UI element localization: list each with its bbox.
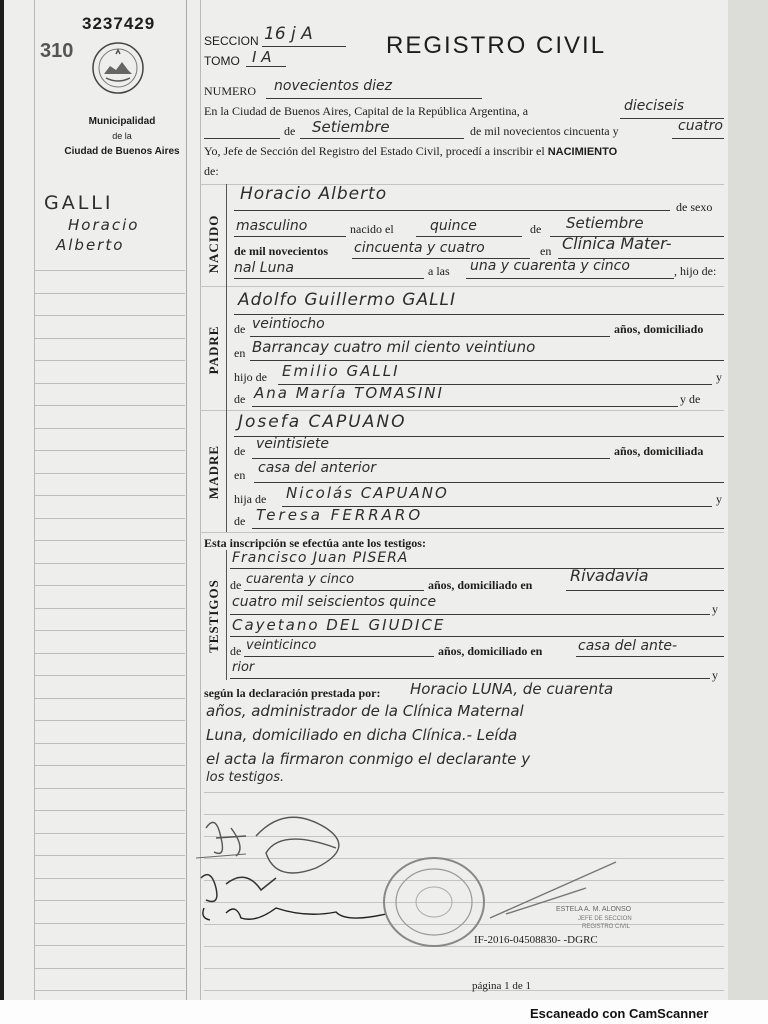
intro-year-text: de mil novecientos cincuenta y [470, 124, 619, 138]
sexo-label: de sexo [676, 200, 713, 214]
nacido-el-label: nacido el [350, 222, 394, 236]
mother-address: casa del anterior [258, 460, 376, 476]
ruled-line [35, 630, 185, 631]
intro-month: Setiembre [312, 118, 390, 136]
intro-line-1: En la Ciudad de Buenos Aires, Capital de la República Argentina, a [204, 104, 529, 118]
father-yde: y de [680, 392, 701, 406]
ruled-line [35, 900, 185, 901]
ruled-line [35, 968, 185, 969]
intro-line-3: Yo, Jefe de Sección del Registro del Estado Civil, procedí a inscribir el NACIMIENTO [204, 144, 618, 158]
father-father: Emilio GALLI [282, 362, 400, 380]
father-y: y [716, 370, 722, 384]
birth-place-1: Clínica Mater- [562, 234, 672, 253]
ruled-line [35, 743, 185, 744]
ruled-line [35, 540, 185, 541]
father-de-label: de [234, 322, 246, 336]
nacido-de-label: de [530, 222, 542, 236]
ruled-line [35, 293, 185, 294]
witness-2-name: Cayetano DEL GIUDICE [232, 616, 446, 634]
witness-1-name: Francisco Juan PISERA [232, 550, 409, 566]
ruled-line [35, 720, 185, 721]
ruled-line [35, 923, 185, 924]
mother-age-label: años, domiciliada [614, 444, 704, 458]
scanner-watermark: Escaneado con CamScanner [530, 1006, 709, 1021]
declaracion-line-4: el acta la firmaron conmigo el declarante y [206, 750, 531, 768]
seccion-value: 16 j A [264, 24, 313, 44]
municipality-line-2: de la [112, 131, 132, 141]
witness-2-age: veinticinco [246, 638, 317, 653]
witness-1-address-1: Rivadavia [570, 566, 649, 585]
birth-place-2: nal Luna [234, 260, 294, 276]
declaracion-line-2: años, administrador de la Clínica Maternal [206, 702, 524, 720]
declaracion-label: según la declaración prestada por: [204, 686, 381, 700]
intro-day: dieciseis [624, 98, 685, 114]
seccion-label: SECCION [204, 34, 259, 48]
stamp-org: REGISTRO CIVIL [582, 924, 631, 930]
ruled-line [35, 878, 185, 879]
mother-age: veintisiete [256, 436, 329, 452]
witness-1-age-label: años, domiciliado en [428, 578, 533, 592]
ruled-line [35, 473, 185, 474]
witness-2-de: de [230, 644, 242, 658]
mil-novecientos-label: de mil novecientos [234, 244, 328, 258]
witness-2-y: y [712, 668, 718, 682]
intro-line-4: de: [204, 164, 219, 178]
sexo-value: masculino [236, 218, 308, 234]
father-mother: Ana María TOMASINI [254, 384, 444, 402]
section-madre: MADRE [206, 444, 221, 500]
witness-2-address-2: rior [232, 660, 255, 675]
section-padre: PADRE [206, 325, 221, 375]
document-title: REGISTRO CIVIL [386, 32, 607, 59]
father-name: Adolfo Guillermo GALLI [238, 290, 457, 310]
margin-rule [34, 0, 35, 1000]
intro-year: cuatro [678, 118, 723, 134]
father-age: veintiocho [252, 316, 325, 332]
a-las-label: a las [428, 264, 450, 278]
registry-number: 3237429 [82, 14, 156, 33]
numero-value: novecientos diez [274, 78, 392, 94]
stamp-title: JEFE DE SECCION [578, 916, 632, 922]
stamp-name: ESTELA A. M. ALONSO [556, 906, 632, 913]
ruled-line [35, 405, 185, 406]
document-id: IF-2016-04508830- -DGRC [474, 934, 598, 946]
margin-surname: GALLI [44, 192, 114, 214]
ruled-line [35, 338, 185, 339]
ruled-line [35, 608, 185, 609]
ruled-line [35, 788, 185, 789]
witness-1-y: y [712, 602, 718, 616]
ruled-line [35, 518, 185, 519]
birth-day: quince [430, 218, 477, 234]
section-nacido: NACIDO [206, 214, 221, 274]
mother-y: y [716, 492, 722, 506]
mother-en-label: en [234, 468, 246, 482]
ruled-line [35, 428, 185, 429]
tomo-label: TOMO [204, 54, 240, 68]
ruled-line [35, 383, 185, 384]
margin-given-1: Horacio [68, 216, 140, 234]
mother-father: Nicolás CAPUANO [286, 484, 449, 502]
declaracion-line-3: Luna, domiciliado en dicha Clínica.- Leída [206, 726, 518, 744]
lugar-en-label: en [540, 244, 552, 258]
tomo-value: I A [252, 48, 272, 66]
witness-1-de: de [230, 578, 242, 592]
declaracion-line-1: Horacio LUNA, de cuarenta [410, 680, 614, 698]
ruled-line [35, 315, 185, 316]
ruled-line [35, 945, 185, 946]
father-de2-label: de [234, 392, 246, 406]
witness-1-age: cuarenta y cinco [246, 572, 355, 587]
ruled-line [35, 495, 185, 496]
child-name: Horacio Alberto [240, 184, 388, 204]
hijo-de-label: , hijo de: [674, 264, 717, 278]
ruled-line [35, 765, 185, 766]
witness-2-address-1: casa del ante- [578, 638, 678, 654]
stamp-number: 310 [40, 40, 74, 62]
father-en-label: en [234, 346, 246, 360]
ruled-line [35, 360, 185, 361]
birth-month: Setiembre [566, 214, 644, 232]
witness-2-age-label: años, domiciliado en [438, 644, 543, 658]
ruled-line [35, 270, 185, 271]
ruled-line [35, 990, 185, 991]
ruled-line [35, 833, 185, 834]
intro-de: de [284, 124, 296, 138]
ruled-line [35, 450, 185, 451]
ruled-line [35, 698, 185, 699]
birth-year: cincuenta y cuatro [354, 240, 485, 256]
ruled-line [35, 855, 185, 856]
mother-mother: Teresa FERRARO [256, 506, 424, 524]
declaracion-line-5: los testigos. [206, 770, 285, 785]
mother-name: Josefa CAPUANO [238, 412, 407, 432]
mother-de-label: de [234, 444, 246, 458]
numero-label: NUMERO [204, 84, 257, 98]
ruled-line [35, 653, 185, 654]
margin-given-2: Alberto [56, 236, 125, 254]
witness-1-address-2: cuatro mil seiscientos quince [232, 594, 437, 610]
coat-of-arms-icon [90, 40, 146, 96]
ruled-line [35, 675, 185, 676]
father-address: Barrancay cuatro mil ciento veintiuno [252, 338, 536, 356]
ruled-line [35, 810, 185, 811]
father-hijo-label: hijo de [234, 370, 267, 384]
father-age-label: años, domiciliado [614, 322, 704, 336]
ruled-line [204, 990, 724, 991]
page-indicator: página 1 de 1 [472, 980, 531, 992]
municipality-line-3: Ciudad de Buenos Aires [64, 146, 180, 157]
municipality-line-1: Municipalidad [88, 116, 156, 127]
birth-time: una y cuarenta y cinco [470, 258, 630, 274]
mother-de2-label: de [234, 514, 246, 528]
ruled-line [204, 968, 724, 969]
ruled-line [35, 585, 185, 586]
ruled-line [204, 792, 724, 793]
section-testigos: TESTIGOS [206, 579, 221, 653]
testigos-intro: Esta inscripción se efectúa ante los testigos: [204, 536, 426, 550]
ruled-line [35, 563, 185, 564]
mother-hija-label: hija de [234, 492, 267, 506]
page-edge [728, 0, 768, 1000]
